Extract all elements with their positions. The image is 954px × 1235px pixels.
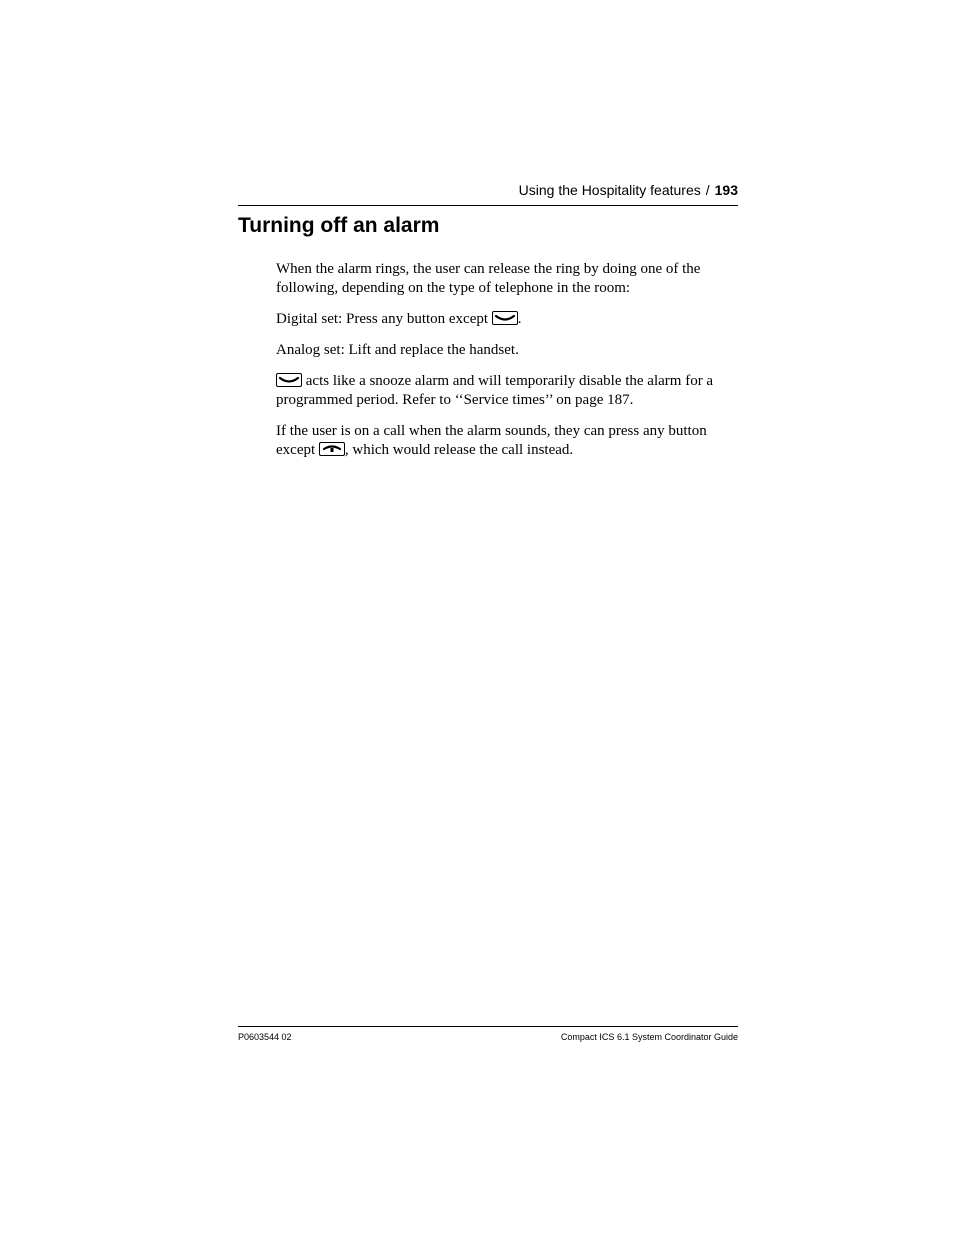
handset-hold-icon bbox=[276, 373, 302, 387]
snooze-text: acts like a snooze alarm and will temporarily disable the alarm for a programmed period. Refer to ‘‘Service times’’ on page 187. bbox=[276, 373, 714, 408]
on-call-text-end: , which would release the call instead. bbox=[344, 442, 574, 458]
digital-set-text: Digital set: Press any button except bbox=[276, 311, 489, 327]
intro-paragraph: When the alarm rings, the user can release the ring by doing one of the following, depending on the type of telephone in the room: bbox=[276, 261, 701, 296]
digital-set-period: . bbox=[517, 311, 522, 327]
header-separator: / bbox=[705, 182, 710, 198]
guide-title: Compact ICS 6.1 System Coordinator Guide bbox=[560, 1032, 738, 1042]
snooze-paragraph bbox=[276, 372, 740, 410]
body-content bbox=[276, 260, 740, 472]
on-call-text: If the user is on a call when the alarm sounds, they can press any button except bbox=[276, 423, 707, 458]
analog-set-paragraph: Analog set: Lift and replace the handset. bbox=[276, 342, 519, 358]
page-title: Turning off an alarm bbox=[238, 214, 440, 237]
header-section-title: Using the Hospitality features bbox=[518, 182, 701, 198]
on-call-paragraph bbox=[276, 422, 740, 460]
document-number: P0603544 02 bbox=[238, 1032, 292, 1042]
handset-release-icon bbox=[319, 442, 345, 456]
page-number: 193 bbox=[714, 182, 738, 198]
page-header bbox=[238, 180, 738, 206]
handset-hold-icon bbox=[492, 311, 518, 325]
page-footer bbox=[238, 1026, 738, 1043]
digital-set-paragraph bbox=[276, 310, 740, 329]
